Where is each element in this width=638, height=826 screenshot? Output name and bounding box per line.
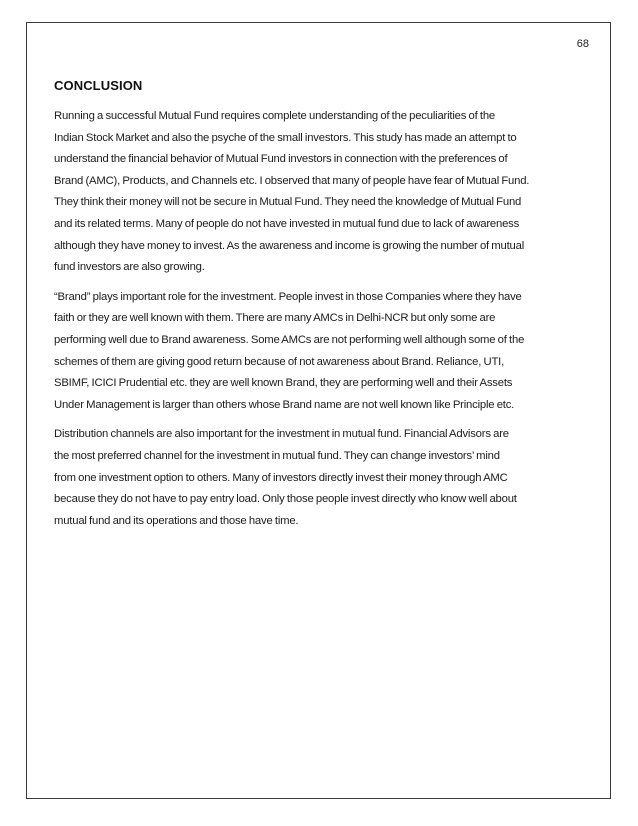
body-text	[54, 106, 594, 540]
text-line: and its related terms. Many of people do not have invested in mutual fund due to lack of awareness	[54, 217, 520, 230]
page-number: 68	[576, 38, 589, 50]
text-line: because they do not have to pay entry load. Only those people invest directly who know well about	[54, 493, 517, 506]
text-line: although they have money to invest. As the awareness and income is growing the number of mutual	[54, 239, 525, 252]
paragraph-brand	[54, 287, 594, 417]
text-line: performing well due to Brand awareness. Some AMCs are not performing well although some of the	[54, 333, 525, 346]
text-line: “Brand” plays important role for the investment. People invest in those Companies where they have	[54, 290, 522, 303]
text-line: the most preferred channel for the investment in mutual fund. They can change investors’ mind	[54, 449, 500, 462]
text-line: Indian Stock Market and also the psyche of the small investors. This study has made an attempt to	[54, 131, 517, 144]
text-line: fund investors are also growing.	[54, 261, 205, 274]
text-line: SBIMF, ICICI Prudential etc. they are well known Brand, they are performing well and their Assets	[54, 377, 513, 390]
text-line: mutual fund and its operations and those have time.	[54, 514, 299, 527]
paragraph-introduction	[54, 106, 594, 279]
text-line: schemes of them are giving good return because of not awareness about Brand. Reliance, UTI,	[54, 355, 505, 368]
text-line: They think their money will not be secure in Mutual Fund. They need the knowledge of Mutual Fund	[54, 196, 522, 209]
text-line: from one investment option to others. Many of investors directly invest their money through AMC	[54, 471, 508, 484]
text-line: Under Management is larger than others whose Brand name are not well known like Principle etc.	[54, 398, 515, 411]
text-line: Running a successful Mutual Fund requires complete understanding of the peculiarities of the	[54, 110, 495, 122]
section-heading: CONCLUSION	[54, 78, 143, 93]
text-line: Distribution channels are also important for the investment in mutual fund. Financial Advisors are	[54, 428, 509, 441]
paragraph-distribution-channels	[54, 424, 594, 532]
text-line: understand the financial behavior of Mutual Fund investors in connection with the preferences of	[54, 153, 508, 166]
text-line: faith or they are well known with them. There are many AMCs in Delhi-NCR but only some are	[54, 312, 496, 325]
text-line: Brand (AMC), Products, and Channels etc. I observed that many of people have fear of Mutual Fund.	[54, 174, 530, 187]
